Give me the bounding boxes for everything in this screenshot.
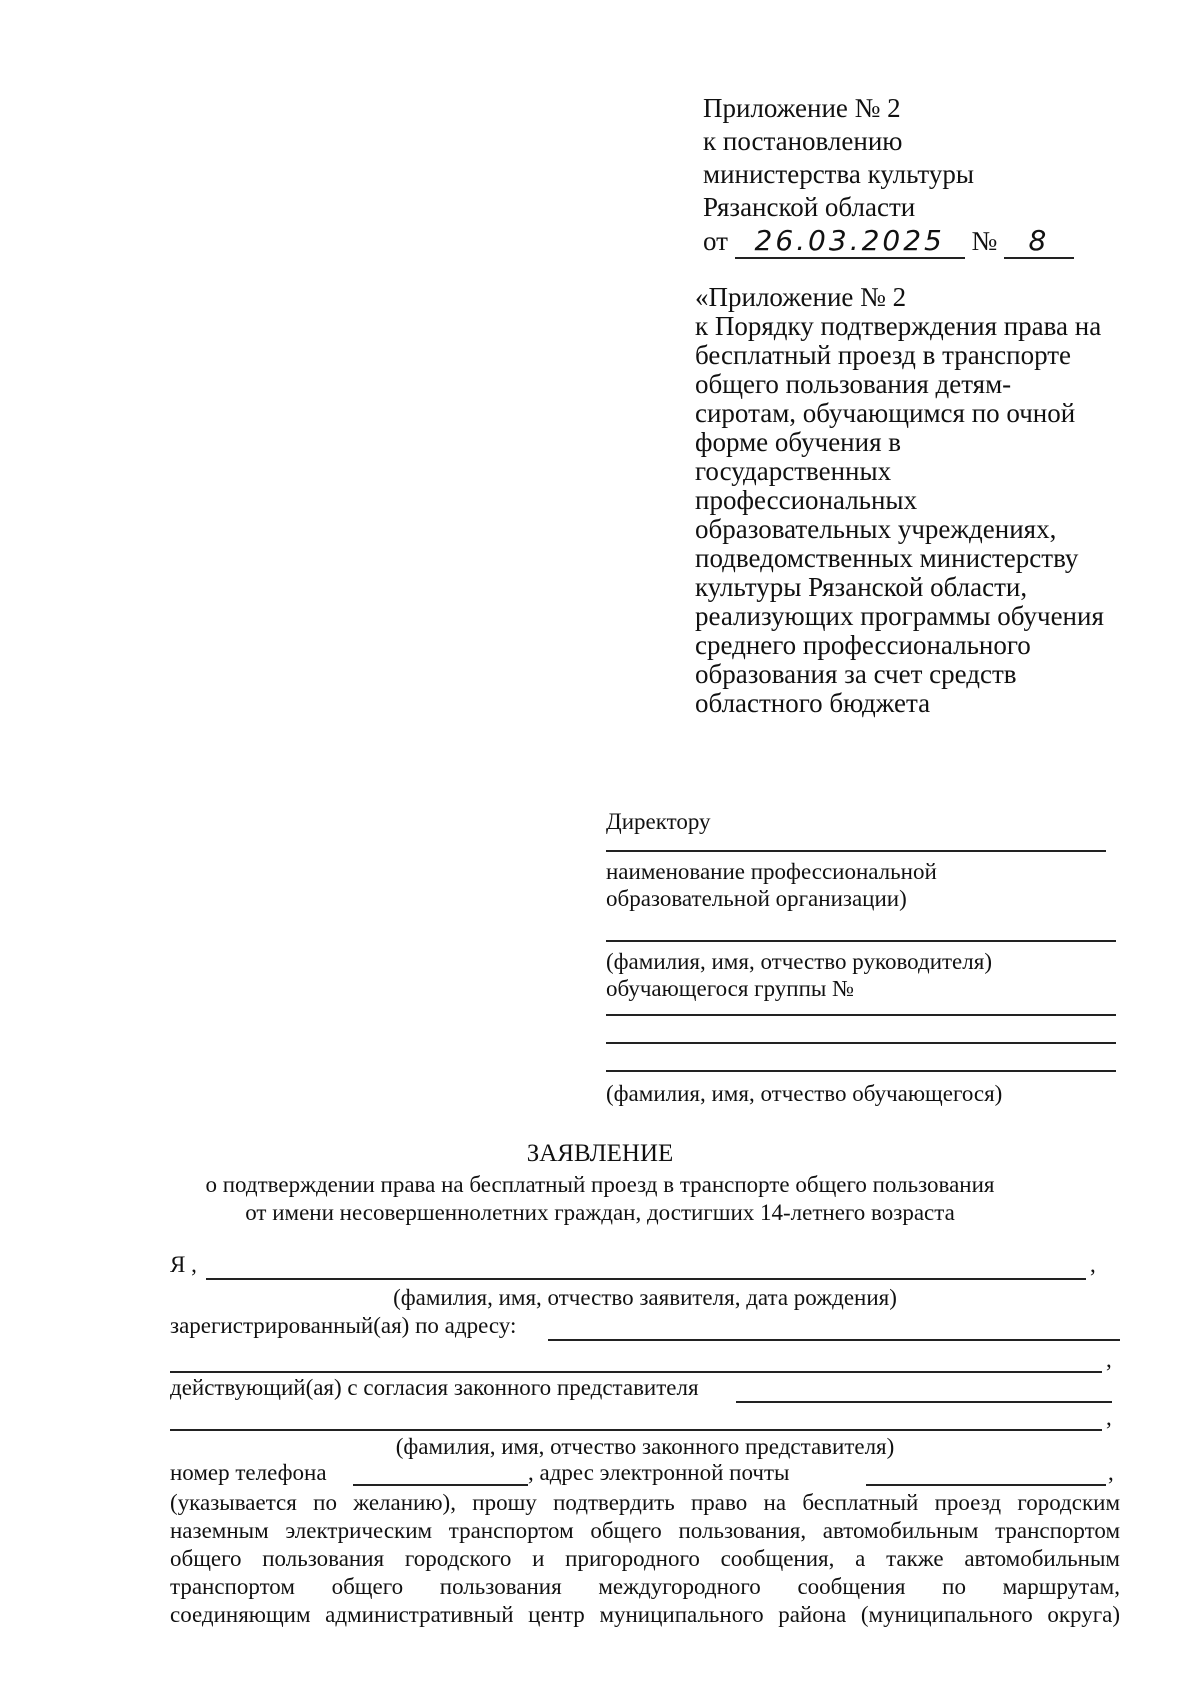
comma: , [1108, 1460, 1114, 1485]
appendix-line: к постановлению [703, 126, 903, 156]
request-paragraph [170, 1489, 1120, 1629]
appendix-header [703, 92, 1074, 259]
head-name-field[interactable] [606, 940, 1116, 942]
appendix-sub-line: подведомственных министерству [695, 543, 1079, 573]
appendix-sub-line: «Приложение № 2 [695, 282, 907, 312]
org-caption-2: образовательной организации) [606, 886, 907, 911]
appendix-sub-line: бесплатный проезд в транспорте [695, 340, 1071, 370]
handwritten-number: 8 [1004, 224, 1074, 259]
appendix-sub-line: культуры Рязанской области, [695, 572, 1028, 602]
date-prefix: от [703, 226, 728, 256]
phone-field[interactable] [353, 1484, 528, 1486]
appendix-sub-line: государственных [695, 456, 892, 486]
applicant-row [170, 1252, 1120, 1282]
paragraph-line: наземным электрическим транспортом общего пользования, автомобильным транспортом [170, 1518, 1120, 1543]
appendix-sub-line: к Порядку подтверждения права на [695, 311, 1102, 341]
address-field[interactable] [548, 1339, 1120, 1341]
comma: , [1106, 1347, 1112, 1372]
applicant-field[interactable] [206, 1278, 1086, 1280]
student-field-2[interactable] [606, 1042, 1116, 1044]
acting-row [170, 1375, 1120, 1405]
appendix-sub-line: общего пользования детям- [695, 369, 1012, 399]
appendix-date-line [703, 224, 1074, 259]
appendix-subheader [695, 283, 1140, 718]
paragraph-line: транспортом общего пользования междугородного сообщения по маршрутам, [170, 1574, 1120, 1599]
student-field-1[interactable] [606, 1014, 1116, 1016]
statement-subtitle-1: о подтверждении права на бесплатный проезд в транспорте общего пользования [205, 1172, 995, 1197]
phone-label: номер телефона [170, 1460, 327, 1485]
acting-label: действующий(ая) с согласия законного представителя [170, 1375, 699, 1400]
appendix-sub-line: образования за счет средств [695, 659, 1017, 689]
paragraph-line: соединяющим административный центр муниципального района (муниципального округа) [170, 1602, 1120, 1627]
appendix-sub-line: сиротам, обучающимся по очной [695, 398, 1076, 428]
email-label: , адрес электронной почты [528, 1460, 790, 1485]
appendix-line: министерства культуры [703, 159, 975, 189]
appendix-line: Рязанской области [703, 192, 916, 222]
contact-row [170, 1460, 1120, 1490]
rep-caption: (фамилия, имя, отчество законного представителя) [395, 1434, 895, 1459]
student-caption: (фамилия, имя, отчество обучающегося) [606, 1081, 1003, 1106]
student-field-3[interactable] [606, 1070, 1116, 1072]
appendix-line: Приложение № 2 [703, 93, 901, 123]
director-label: Директору [606, 809, 711, 834]
handwritten-date: 26.03.2025 [735, 224, 965, 259]
applicant-caption: (фамилия, имя, отчество заявителя, дата рождения) [393, 1285, 897, 1310]
number-label: № [971, 226, 998, 256]
paragraph-line: общего пользования городского и пригородного сообщения, а также автомобильным [170, 1546, 1120, 1571]
head-caption: (фамилия, имя, отчество руководителя) [606, 949, 992, 974]
org-name-field[interactable] [606, 850, 1106, 852]
statement-title: ЗАЯВЛЕНИЕ [526, 1140, 674, 1167]
representative-field-2[interactable] [170, 1429, 1102, 1431]
appendix-sub-line: образовательных учреждениях, [695, 514, 1057, 544]
representative-continue-row [170, 1403, 1120, 1433]
registered-row [170, 1313, 1120, 1343]
appendix-sub-line: среднего профессионального [695, 630, 1031, 660]
statement-subtitle-2: от имени несовершеннолетних граждан, достигших 14-летнего возраста [245, 1200, 955, 1225]
appendix-sub-line: форме обучения в [695, 427, 901, 457]
appendix-sub-line: реализующих программы обучения [695, 601, 1104, 631]
appendix-sub-line: областного бюджета [695, 688, 931, 718]
registered-label: зарегистрированный(ая) по адресу: [170, 1313, 517, 1338]
addressee-block [606, 808, 1116, 1107]
appendix-sub-line: профессиональных [695, 485, 918, 515]
org-caption-1: наименование профессиональной [606, 859, 937, 884]
address-continue-row [170, 1345, 1120, 1375]
address-field-2[interactable] [170, 1371, 1102, 1373]
student-group-label: обучающегося группы № [606, 976, 855, 1001]
comma: , [1090, 1252, 1096, 1277]
i-label: Я , [170, 1252, 197, 1277]
email-field[interactable] [866, 1484, 1106, 1486]
paragraph-line: (указывается по желанию), прошу подтвердить право на бесплатный проезд городским [170, 1490, 1120, 1515]
comma: , [1106, 1405, 1112, 1430]
